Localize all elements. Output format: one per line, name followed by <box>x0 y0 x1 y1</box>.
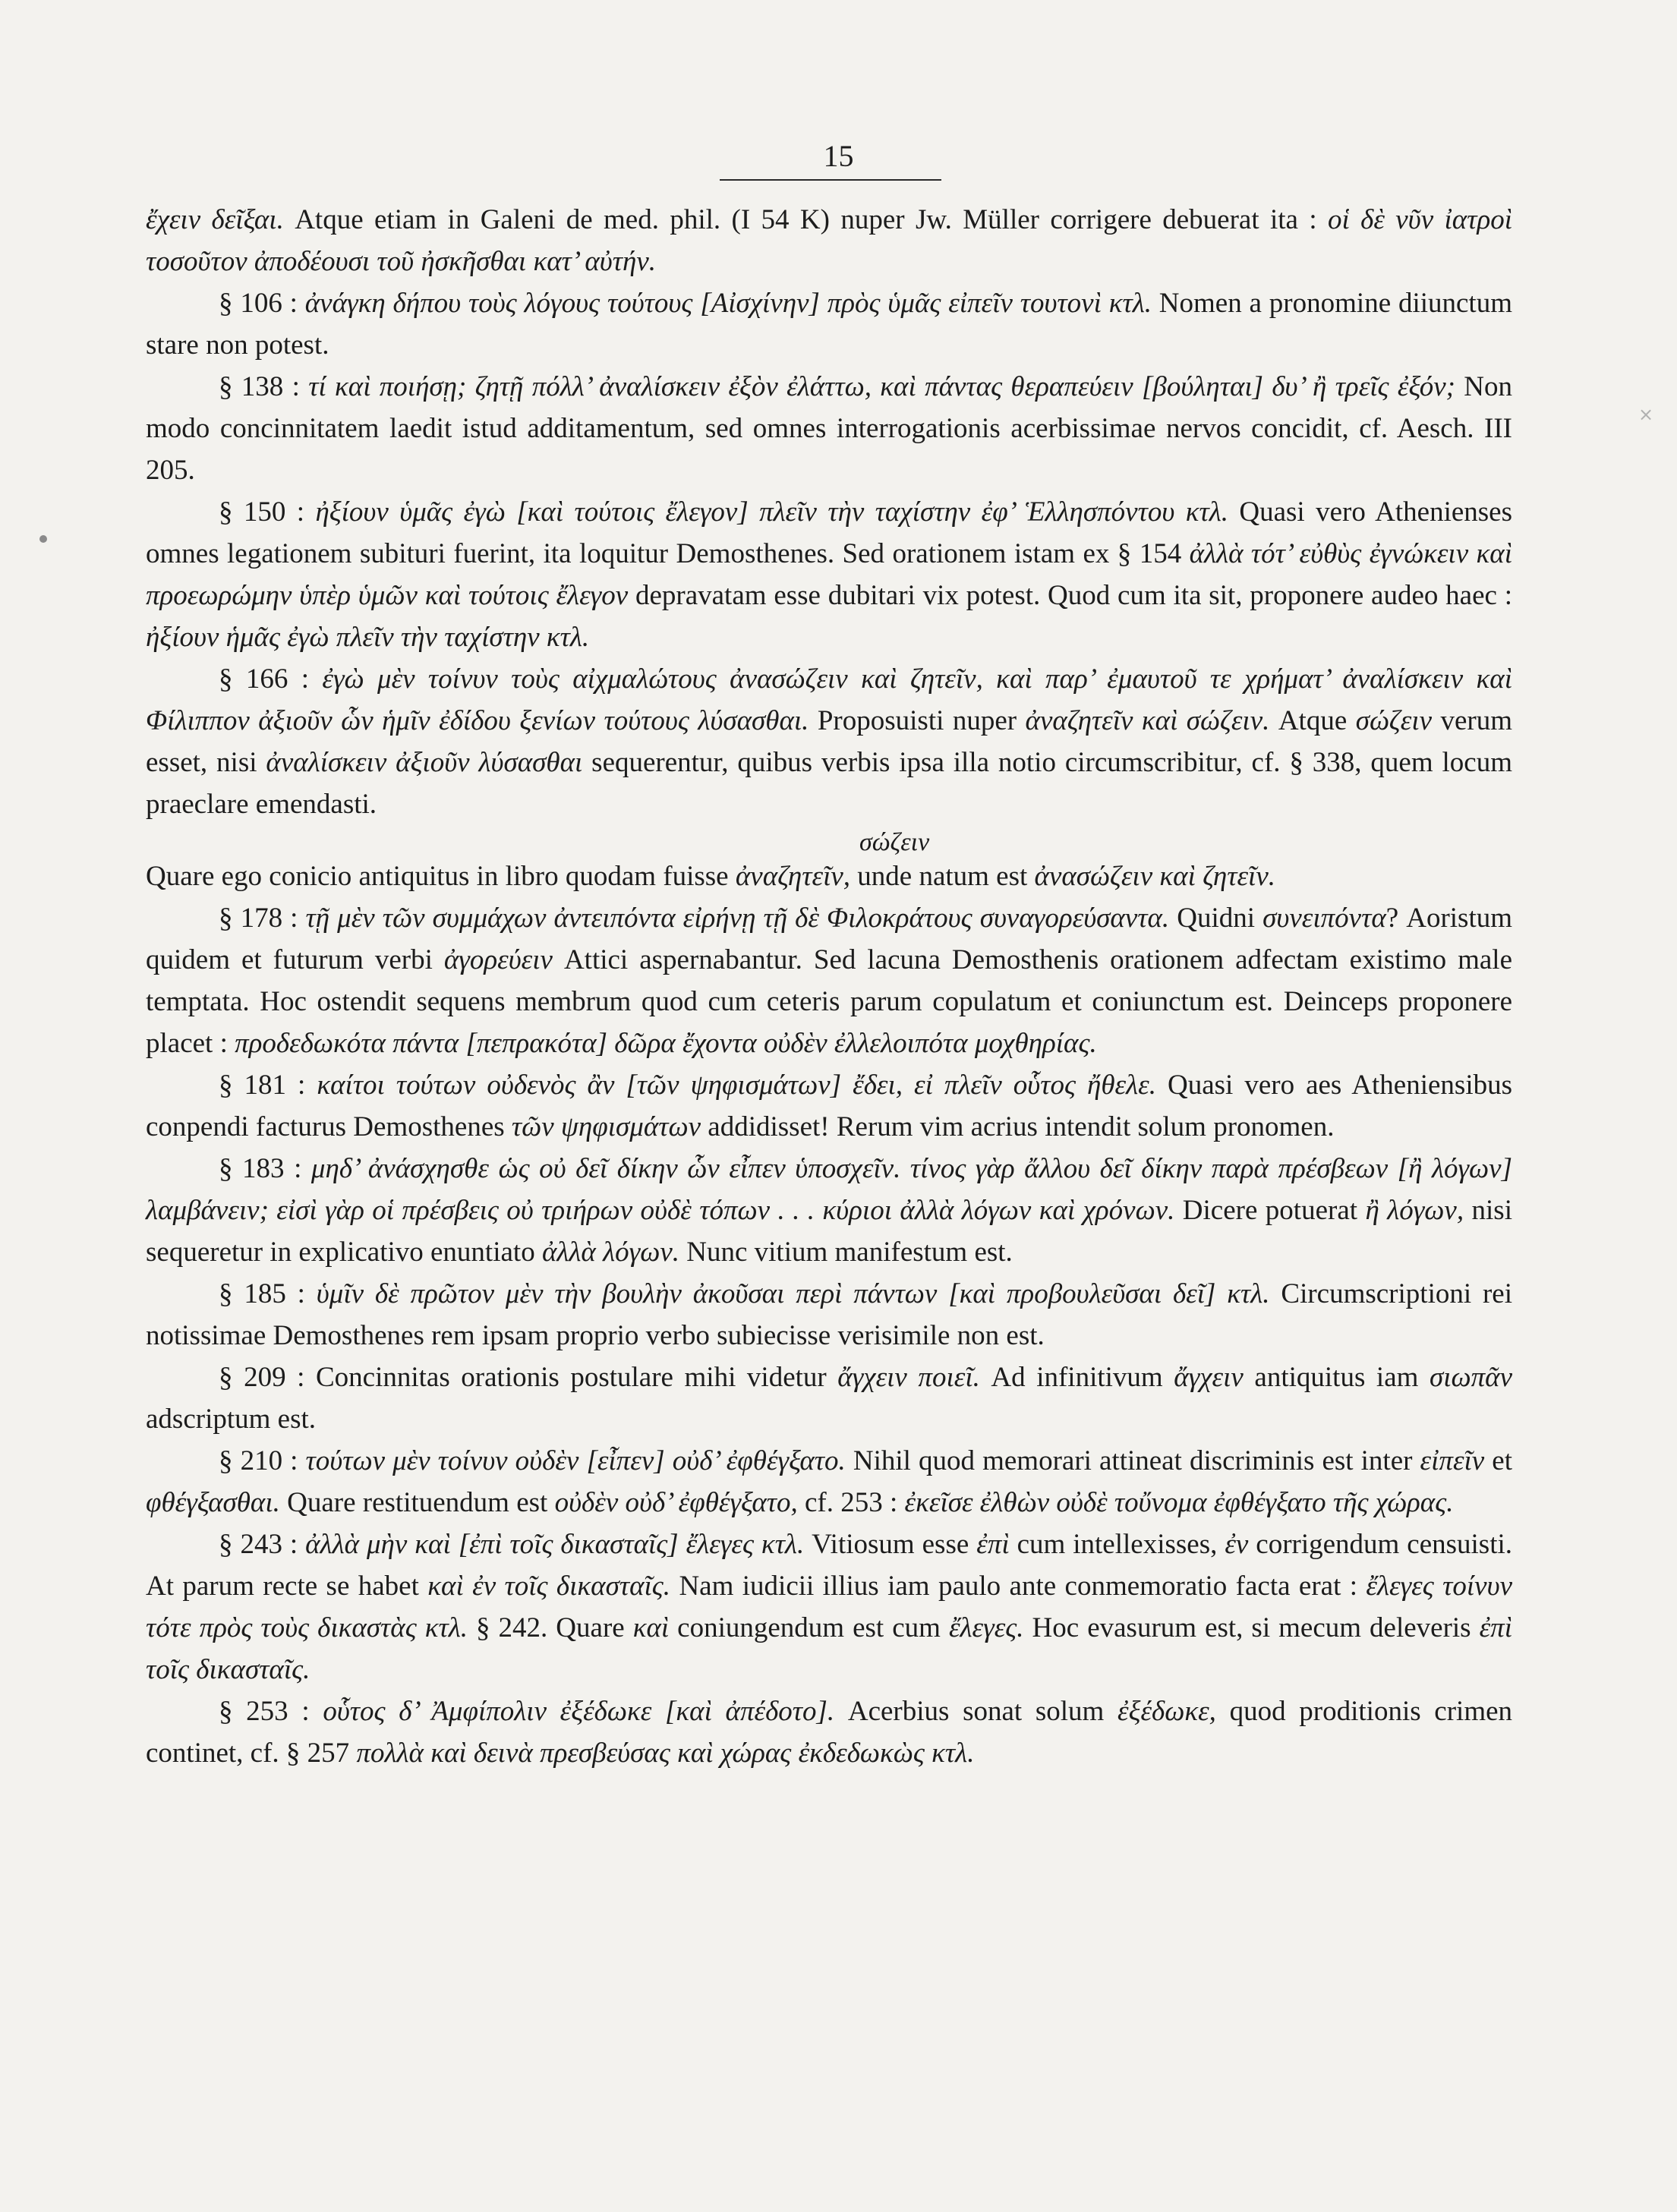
greek-quote: ἠξίουν ὑμᾶς ἐγὼ [καὶ τούτοις ἔλεγον] πλεῖν τὴν ταχίστην ἐφ’ Ἑλλησπόντου κτλ. <box>315 496 1228 528</box>
greek-quote: συνειπόντα <box>1262 903 1386 934</box>
latin-text: Atque <box>1269 705 1356 736</box>
scan-artifact-mark: × <box>1638 404 1654 425</box>
latin-text: Quidni <box>1169 903 1263 934</box>
greek-quote: καὶ <box>632 1612 670 1643</box>
latin-text: § 166 : <box>219 663 323 695</box>
greek-quote: καὶ ἐν τοῖς δικασταῖς. <box>427 1571 671 1602</box>
latin-text: sequerentur, quibus verbis ipsa illa notio circumscribitur, cf. § 338, quem locum praeclare emendasti. <box>146 747 1512 820</box>
greek-quote: εἰπεῖν <box>1420 1445 1485 1476</box>
greek-quote: ἀνάγκη δήπου τοὺς λόγους τούτους [Αἰσχίνην] πρὸς ὑμᾶς εἰπεῖν τουτονὶ κτλ. <box>304 288 1152 319</box>
greek-quote: ἀναζητεῖν καὶ σώζειν. <box>1025 705 1270 736</box>
latin-text: quod proditionis crimen continet, cf. § 257 <box>146 1696 1513 1769</box>
greek-quote: ὑμῖν δὲ πρῶτον μὲν τὴν βουλὴν ἀκοῦσαι περὶ πάντων [καὶ προβουλεῦσαι δεῖ] κτλ. <box>316 1278 1270 1309</box>
latin-text: Quare restituendum est <box>279 1487 555 1518</box>
latin-text: et <box>1484 1445 1513 1476</box>
greek-quote: οὐδὲν οὐδ’ ἐφθέγξατο, <box>554 1487 798 1518</box>
paragraph <box>146 282 1512 366</box>
scan-artifact-dot <box>39 535 47 543</box>
latin-text: Nam iudicii illius iam paulo ante conmemoratio facta erat : <box>670 1571 1367 1602</box>
page-number: 15 <box>823 139 854 173</box>
latin-text: Nunc vitium manifestum est. <box>679 1237 1013 1268</box>
latin-text: § 242. Quare <box>468 1612 633 1643</box>
latin-text: § 181 : <box>219 1070 317 1101</box>
greek-quote: ἀγορεύειν <box>443 944 553 975</box>
latin-text: § 210 : <box>219 1445 306 1476</box>
latin-text: Acerbius sonat solum <box>834 1696 1118 1727</box>
greek-quote: ἠξίουν ἡμᾶς ἐγὼ πλεῖν τὴν ταχίστην κτλ. <box>146 622 590 653</box>
greek-quote: προδεδωκότα πάντα [πεπρακότα] δῶρα ἔχοντα οὐδὲν ἐλλελοιπότα μοχθηρίας. <box>235 1028 1097 1059</box>
greek-quote: τί καὶ ποιήσῃ; ζητῇ πόλλ’ ἀναλίσκειν ἐξὸν ἐλάττω, καὶ πάντας θεραπεύειν [βούληται] δυ’ ἢ τρεῖς ἐξόν; <box>308 371 1455 402</box>
latin-text: Ad infinitivum <box>979 1362 1174 1393</box>
latin-text: cf. 253 : <box>797 1487 905 1518</box>
latin-text: Proposuisti nuper <box>809 705 1026 736</box>
greek-quote: πολλὰ καὶ δεινὰ πρεσβεύσας καὶ χώρας ἐκδεδωκὼς κτλ. <box>356 1738 975 1769</box>
latin-text: Non modo concinnitatem laedit istud additamentum, sed omnes interrogationis acerbissimae nervos concidit, cf. Aesch. III 205. <box>146 371 1513 486</box>
latin-text: cum intellexisses, <box>1009 1529 1225 1560</box>
paragraph <box>146 855 1512 897</box>
greek-quote: ἐκεῖσε ἐλθὼν οὐδὲ τοὔνομα ἐφθέγξατο τῆς χώρας. <box>904 1487 1454 1518</box>
paragraph <box>146 1691 1512 1774</box>
greek-quote: ἐπὶ τοῖς δικασταῖς. <box>146 1612 1512 1685</box>
latin-text: Nomen a pronomine diiunctum stare non potest. <box>146 288 1512 361</box>
greek-quote: ἔχειν δεῖξαι. <box>146 204 284 235</box>
latin-text: adscriptum est. <box>146 1404 317 1435</box>
greek-quote: ἔλεγες. <box>948 1612 1024 1643</box>
paragraph <box>146 1524 1512 1691</box>
greek-quote: ἐπὶ <box>976 1529 1010 1560</box>
greek-quote: μηδ’ ἀνάσχησθε ὡς οὐ δεῖ δίκην ὧν εἶπεν ὑποσχεῖν. τίνος γὰρ ἄλλου δεῖ δίκην παρὰ πρέσβεων [ἢ λόγων] λαμβάνειν; εἰσὶ γὰρ οἱ πρέσβεις οὐ τριήρων οὐδὲ τόπων . . . κύριοι ἀλλὰ λόγων καὶ χρόνων. <box>146 1153 1513 1226</box>
greek-quote: ἀναζητεῖν, <box>735 861 851 892</box>
latin-text: § 150 : <box>219 496 316 528</box>
greek-quote: ἀλλὰ τότ’ εὐθὺς ἐγνώκειν καὶ προεωρώμην ὑπὲρ ὑμῶν καὶ τούτοις ἔλεγον <box>146 538 1513 611</box>
header-rule <box>720 179 941 181</box>
greek-quote: τῇ μὲν τῶν συμμάχων ἀντειπόντα εἰρήνῃ τῇ δὲ Φιλοκράτους συναγορεύσαντα. <box>305 903 1170 934</box>
greek-quote: ἐξέδωκε, <box>1117 1696 1216 1727</box>
latin-text: § 106 : <box>219 288 305 319</box>
latin-text: § 209 : Concinnitas orationis postulare mihi videtur <box>219 1362 838 1393</box>
greek-quote: σώζειν <box>1355 705 1433 736</box>
latin-text: Hoc evasurum est, si mecum deleveris <box>1023 1612 1480 1643</box>
latin-text: § 185 : <box>219 1278 317 1309</box>
greek-quote: ἐγὼ μὲν τοίνυν τοὺς αἰχμαλώτους ἀνασώζειν καὶ ζητεῖν, καὶ παρ’ ἐμαυτοῦ τε χρήματ’ ἀναλίσκειν καὶ Φίλιππον ἀξιοῦν ὧν ἡμῖν ἐδίδου ξενίων τούτους λύσασθαι. <box>146 663 1512 736</box>
latin-text: Quasi vero Athenienses omnes legationem subituri fuerint, ita loquitur Demosthenes. Sed orationem istam ex § 154 <box>146 496 1513 569</box>
latin-text: antiquitus iam <box>1243 1362 1430 1393</box>
latin-text: Atque etiam in Galeni de med. phil. (I 54 K) nuper Jw. Müller corrigere debuerat ita : <box>283 204 1328 235</box>
latin-text: depravatam esse dubitari vix potest. Quod cum ita sit, proponere audeo haec : <box>628 580 1512 611</box>
greek-quote: ἐν <box>1225 1529 1249 1560</box>
greek-quote: ἢ λόγων, <box>1365 1195 1464 1226</box>
greek-quote: οὗτος δ’ Ἀμφίπολιν ἐξέδωκε [καὶ ἀπέδοτο]. <box>323 1696 835 1727</box>
latin-text: corrigendum censuisti. At parum recte se habet <box>146 1529 1513 1602</box>
latin-text: § 253 : <box>219 1696 323 1727</box>
greek-quote: ἀλλὰ λόγων. <box>541 1237 679 1268</box>
paragraph <box>146 1148 1512 1273</box>
latin-text: § 243 : <box>219 1529 306 1560</box>
greek-quote: τῶν ψηφισμάτων <box>511 1111 701 1142</box>
latin-text: Vitiosum esse <box>804 1529 977 1560</box>
body-text <box>146 199 1512 1774</box>
paragraph <box>146 1273 1512 1357</box>
latin-text: Nihil quod memorari attineat discriminis est inter <box>845 1445 1420 1476</box>
latin-text: § 138 : <box>219 371 309 402</box>
latin-text: coniungendum est cum <box>669 1612 949 1643</box>
greek-quote: τούτων μὲν τοίνυν οὐδὲν [εἶπεν] οὐδ’ ἐφθέγξατο. <box>305 1445 846 1476</box>
greek-quote: ἄγχειν ποιεῖ. <box>837 1362 980 1393</box>
latin-text: Attici aspernabantur. Sed lacuna Demosthenis orationem adfectam existimo male temptata. Hoc ostendit sequens membrum quod cum ceteris parum copulatum et coniunctum est. Deinceps proponere placet : <box>146 944 1512 1059</box>
greek-quote: ἄγχειν <box>1174 1362 1244 1393</box>
greek-quote: ἀνασώζειν καὶ ζητεῖν. <box>1034 861 1276 892</box>
greek-quote: σώζειν <box>859 828 930 856</box>
paragraph <box>146 1064 1512 1148</box>
latin-text: nisi sequeretur in explicativo enuntiato <box>146 1195 1512 1268</box>
greek-quote: καίτοι τούτων οὐδενὸς ἂν [τῶν ψηφισμάτων] ἔδει, εἰ πλεῖν οὗτος ἤθελε. <box>317 1070 1156 1101</box>
paragraph <box>146 366 1512 491</box>
latin-text: Dicere potuerat <box>1174 1195 1366 1226</box>
latin-text: Circumscriptioni rei notissimae Demosthenes rem ipsam proprio verbo subiecisse verisimile non est. <box>146 1278 1512 1351</box>
greek-quote: οἱ δὲ νῦν ἰατροὶ τοσοῦτον ἀποδέουσι τοῦ ἠσκῆσθαι κατ’ αὐτήν. <box>146 204 1512 277</box>
greek-quote: ἔλεγες τοίνυν τότε πρὸς τοὺς δικαστὰς κτλ. <box>146 1571 1512 1643</box>
greek-quote: φθέγξασθαι. <box>146 1487 280 1518</box>
greek-quote: ἀναλίσκειν ἀξιοῦν λύσασθαι <box>266 747 583 778</box>
latin-text: Quare ego conicio antiquitus in libro quodam fuisse <box>146 861 736 892</box>
latin-text: verum esset, nisi <box>146 705 1512 778</box>
paragraph <box>146 1357 1512 1440</box>
latin-text: § 183 : <box>219 1153 311 1184</box>
greek-quote: ἀλλὰ μὴν καὶ [ἐπὶ τοῖς δικασταῖς] ἔλεγες κτλ. <box>305 1529 805 1560</box>
latin-text: unde natum est <box>850 861 1035 892</box>
latin-text: § 178 : <box>219 903 306 934</box>
paragraph <box>146 897 1512 1064</box>
greek-quote: σιωπᾶν <box>1429 1362 1512 1393</box>
paragraph <box>146 199 1512 282</box>
latin-text: ? Aoristum quidem et futurum verbi <box>146 903 1513 975</box>
paragraph <box>146 491 1512 658</box>
paragraph <box>146 1440 1512 1524</box>
paragraph <box>146 658 1512 825</box>
latin-text: addidisset! Rerum vim acrius intendit solum pronomen. <box>701 1111 1335 1142</box>
latin-text: Quasi vero aes Atheniensibus conpendi facturus Demosthenes <box>146 1070 1512 1142</box>
